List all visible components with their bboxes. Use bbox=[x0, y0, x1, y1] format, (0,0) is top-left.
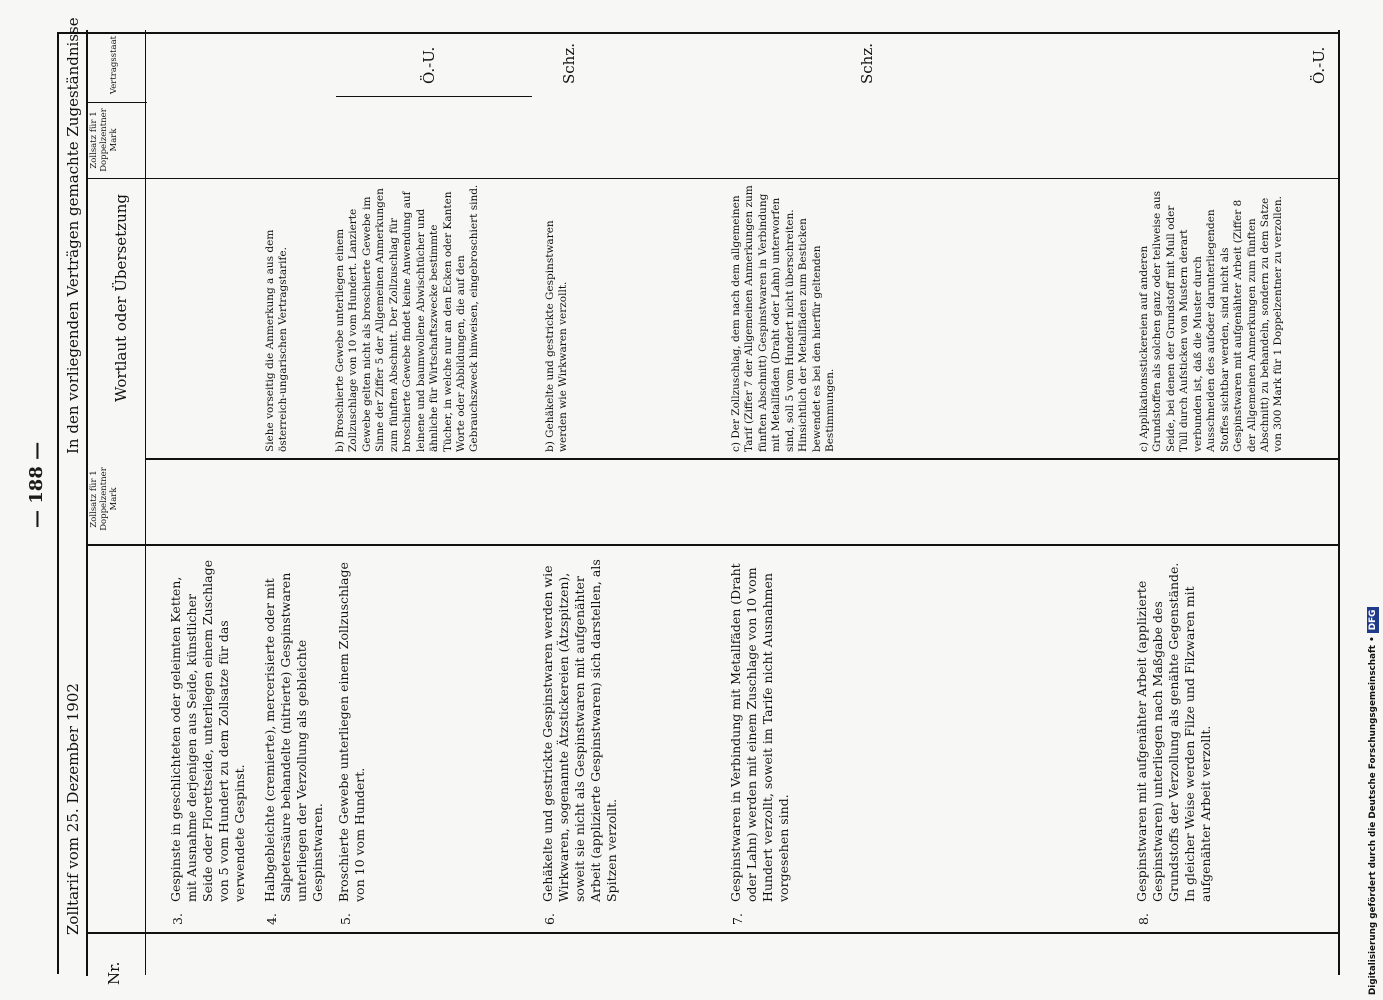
entry-text: Halbgebleichte (cremierte), mercerisierte oder mit Salpetersäure behandelte (nitrierte) Gespinstwaren unterliegen der Verzollung als gebleichte Gespinstwaren. bbox=[262, 572, 325, 902]
state-column-header: Vertragsstaat bbox=[109, 35, 119, 95]
column-header-rule bbox=[145, 30, 146, 975]
entry-text: Broschierte Gewebe unterliegen einem Zollzuschlage von 10 vom Hundert. bbox=[336, 562, 367, 902]
entry-nr: 4. bbox=[264, 913, 279, 925]
nr-col-rule bbox=[87, 932, 1340, 934]
concession-text: b) Gehäkelte und gestrickte Gespinstwaren werden wie Wirkwaren verzollt. bbox=[544, 220, 570, 452]
left-section-header: Zolltarif vom 25. Dezember 1902 bbox=[64, 683, 82, 935]
section-divider bbox=[145, 458, 1340, 460]
contract-state: Ö.-U. bbox=[420, 46, 438, 84]
left-rate-column-header: Zollsatz für 1 Doppelzentner Mark bbox=[89, 467, 119, 531]
nr-column-header: Nr. bbox=[105, 961, 123, 985]
dfg-logo: DFG bbox=[1367, 607, 1379, 634]
wording-column-header: Wortlaut oder Übersetzung bbox=[112, 194, 130, 402]
entry-text: Gehäkelte und gestrickte Gespinstwaren werden wie Wirkwaren, sogenannte Ätzstickereien (Ätzspitzen), soweit sie nicht als Gespinstwaren mit aufgenähter Arbeit (applizierte Gespinstwaren) sich darstellen, als Spitzen verzollt. bbox=[540, 559, 619, 902]
state-col-rule bbox=[87, 102, 147, 103]
right-section-header: In den vorliegenden Verträgen gemachte Zugeständnisse bbox=[64, 17, 82, 454]
entry-nr: 3. bbox=[170, 913, 185, 925]
header-divider bbox=[86, 30, 88, 976]
right-rule bbox=[1338, 30, 1340, 975]
entry-text: Gespinstwaren mit aufgenähter Arbeit (applizierte Gespinstwaren) unterliegen nach Maßgabe des Grundstoffs der Verzollung als genähte Gegenstände. In gleicher Weise werden Filze und Filzwaren mit aufgenähter Arbeit verzollt. bbox=[1134, 562, 1213, 902]
left-rule bbox=[57, 32, 59, 974]
entry-text: Gespinste in geschlichteten oder geleimten Ketten, mit Ausnahme derjenigen aus Seide, künstlicher Seide oder Florettseide, unterliegen einem Zuschlage von 5 vom Hundert zu dem Zollsatze für das verwendete Gespinst. bbox=[168, 559, 247, 902]
page-number: — 188 — bbox=[26, 441, 47, 528]
contract-state: Schz. bbox=[560, 42, 578, 84]
concession-rate-rule bbox=[87, 178, 1340, 179]
concession-text: Siehe vorseitig die Anmerkung a aus dem österreich-ungarischen Vertragstarife. bbox=[264, 229, 290, 452]
concession-text: b) Broschierte Gewebe unterliegen einem Zollzuschlage von 10 vom Hundert. Lanzierte Gewebe gelten nicht als broschierte Gewebe im Sinne der Ziffer 5 der Allgemeinen Anmerkungen zum fünften Abschnitt. Der Zollzuschlag für broschierte Gewebe findet keine Anwendung auf leinene und baumwollene Abwischtücher und ähnliche für Wirtschaftszwecke bestimmte Tücher, in welche nur an den Ecken oder Kanten Worte oder Abbildungen, die auf den Gebrauchszweck hinweisen, eingebroschiert sind. bbox=[334, 184, 481, 452]
concession-text: c) Applikationsstickereien auf anderen Grundstoffen als solchen ganz oder teilweise aus Seide, bei denen der Grundstoff mit Mull oder Tüll durch Aufsticken von Mustern derart verbunden ist, daß die Muster durch Ausschneiden des aufoder darunterliegenden Stoffes sichtbar werden, sind nicht als Gespinstwaren mit aufgenähter Arbeit (Ziffer 8 der Allgemeinen Anmerkungen zum fünften Abschnitt) zu behandeln, sondern zu dem Satze von 300 Mark für 1 Doppelzentner zu verzollen. bbox=[1138, 190, 1285, 452]
contract-state: Schz. bbox=[858, 42, 876, 84]
entry-text: Gespinstwaren in Verbindung mit Metallfäden (Draht oder Lahn) werden mit einem Zuschlage von 10 vom Hundert verzollt, soweit im Tarife nicht Ausnahmen vorgesehen sind. bbox=[728, 563, 791, 902]
contract-state: Ö.-U. bbox=[1310, 46, 1328, 84]
top-rule bbox=[57, 32, 1340, 34]
brace-rule bbox=[336, 96, 532, 97]
digitization-note bbox=[1368, 607, 1378, 995]
entry-nr: 7. bbox=[730, 913, 745, 925]
entry-nr: 6. bbox=[542, 913, 557, 925]
rate-col-rule bbox=[87, 544, 1340, 546]
entry-nr: 8. bbox=[1136, 913, 1151, 925]
right-rate-column-header: Zollsatz für 1 Doppelzentner Mark bbox=[89, 108, 119, 172]
digitization-note-text: Digitalisierung gefördert durch die Deutsche Forschungsgemeinschaft • bbox=[1368, 636, 1378, 995]
concession-text: c) Der Zollzuschlag, dem nach dem allgemeinen Tarif (Ziffer 7 der Allgemeinen Anmerkungen zum fünften Abschnitt) Gespinstwaren in Verbindung mit Metallfäden (Draht oder Lahn) unterworfen sind, soll 5 vom Hundert nicht überschreiten. Hinsichtlich der Metallfäden zum Besticken bewendet es bei den hierfür geltenden Bestimmungen. bbox=[730, 185, 837, 452]
entry-nr: 5. bbox=[338, 913, 353, 925]
